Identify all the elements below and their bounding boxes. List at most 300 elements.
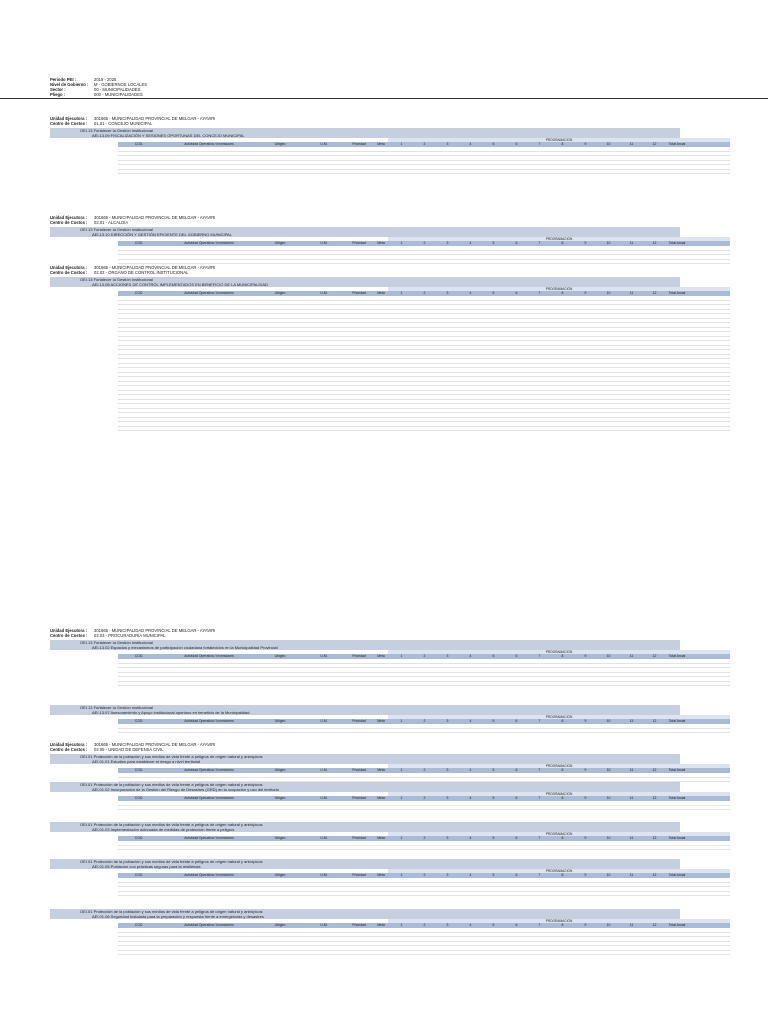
aei-label: AEI.13.08 ACCIONES DE CONTROL IMPLEMENTADOS EN BENEFICIO DE LA MUNICIPALIDAD: [92, 282, 268, 287]
strategic-objective: [50, 640, 680, 650]
table-cell: [620, 942, 643, 946]
table-cell: [302, 260, 346, 264]
table-cell: [574, 801, 597, 805]
table-cell: [551, 946, 574, 950]
activities-table: [118, 869, 730, 896]
table-cell: [597, 892, 620, 896]
table-cell: [459, 682, 482, 686]
table-cell: [436, 305, 459, 309]
table-cell: [459, 841, 482, 845]
table-cell: [482, 418, 505, 422]
table-cell: [620, 355, 643, 359]
table-cell: [413, 878, 436, 882]
table-cell: [413, 251, 436, 255]
table-cell: [302, 937, 346, 941]
column-header: Meta: [377, 836, 385, 840]
table-cell: [258, 147, 302, 151]
table-cell: [505, 404, 528, 408]
table-cell: [620, 427, 643, 431]
month-header: 7: [538, 719, 541, 723]
table-cell: [666, 806, 688, 810]
month-header: 2: [423, 142, 426, 146]
month-header: 12: [652, 241, 657, 245]
column-header: Total Anual: [668, 719, 686, 723]
table-cell: [597, 359, 620, 363]
table-cell: [528, 846, 551, 850]
table-cell: [413, 255, 436, 259]
table-cell: [459, 668, 482, 672]
table-cell: [258, 404, 302, 408]
cost-center-label: Centro de Costos :: [50, 220, 88, 225]
table-cell: [597, 255, 620, 259]
table-cell: [643, 400, 666, 404]
table-cell: [482, 364, 505, 368]
table-cell: [346, 350, 372, 354]
table-cell: [346, 337, 372, 341]
activities-table: [118, 237, 730, 264]
table-cell: [597, 801, 620, 805]
table-cell: [436, 933, 459, 937]
table-cell: [258, 152, 302, 156]
table-cell: [413, 942, 436, 946]
table-cell: [505, 400, 528, 404]
table-cell: [372, 246, 390, 250]
column-header: Ubigeo: [274, 719, 286, 723]
table-cell: [528, 364, 551, 368]
table-cell: [528, 951, 551, 955]
table-cell: [160, 156, 258, 160]
table-cell: [551, 418, 574, 422]
table-cell: [505, 328, 528, 332]
header-field: Sector : 00 - MUNICIPALIDADES: [50, 87, 141, 92]
table-cell: [597, 846, 620, 850]
cost-center-section: [50, 215, 686, 264]
table-cell: [372, 883, 390, 887]
table-cell: [666, 413, 688, 417]
table-cell: [436, 328, 459, 332]
table-cell: [346, 668, 372, 672]
table-cell: [390, 773, 413, 777]
table-cell: [620, 350, 643, 354]
table-cell: [160, 801, 258, 805]
table-cell: [372, 386, 390, 390]
table-cell: [390, 673, 413, 677]
table-cell: [118, 373, 160, 377]
table-cell: [666, 933, 688, 937]
column-header: U.M.: [320, 654, 328, 658]
table-cell: [666, 883, 688, 887]
table-cell: [597, 165, 620, 169]
table-cell: [390, 668, 413, 672]
table-cell: [597, 729, 620, 733]
table-cell: [413, 391, 436, 395]
table-cell: [643, 255, 666, 259]
table-cell: [505, 255, 528, 259]
table-cell: [372, 373, 390, 377]
table-cell: [160, 328, 258, 332]
table-cell: [666, 928, 688, 932]
aei-label: AEI.01.03 Implementación adecuada de medidas de protección frente a peligros: [92, 827, 235, 832]
table-cell: [118, 391, 160, 395]
table-cell: [436, 319, 459, 323]
table-cell: [528, 337, 551, 341]
table-cell: [666, 165, 688, 169]
column-header: Actividad Operativa / Inversiones: [184, 291, 234, 295]
table-cell: [118, 161, 160, 165]
table-cell: [597, 355, 620, 359]
table-cell: [574, 942, 597, 946]
month-header: 4: [469, 836, 472, 840]
table-cell: [258, 887, 302, 891]
table-cell: [643, 341, 666, 345]
oei-label: OEI.13 Fortalecer la Gestión Institucional: [80, 227, 153, 232]
table-cell: [574, 246, 597, 250]
table-cell: [302, 400, 346, 404]
table-cell: [482, 301, 505, 305]
table-cell: [620, 368, 643, 372]
table-cell: [390, 255, 413, 259]
table-cell: [620, 170, 643, 174]
table-cell: [160, 659, 258, 663]
column-header: Ubigeo: [274, 923, 286, 927]
table-cell: [258, 418, 302, 422]
table-cell: [118, 887, 160, 891]
table-cell: [551, 422, 574, 426]
month-header: 10: [606, 241, 611, 245]
table-cell: [413, 395, 436, 399]
table-cell: [413, 165, 436, 169]
table-cell: [574, 887, 597, 891]
month-header: 11: [629, 142, 634, 146]
table-cell: [482, 305, 505, 309]
table-cell: [620, 377, 643, 381]
table-row: [118, 729, 730, 734]
table-cell: [597, 310, 620, 314]
table-cell: [574, 319, 597, 323]
table-cell: [413, 806, 436, 810]
table-cell: [643, 364, 666, 368]
month-header: 11: [629, 923, 634, 927]
table-cell: [258, 409, 302, 413]
table-cell: [160, 319, 258, 323]
column-header: Actividad Operativa / Inversiones: [184, 923, 234, 927]
month-header: 9: [584, 923, 587, 927]
table-cell: [597, 341, 620, 345]
table-cell: [390, 346, 413, 350]
table-cell: [459, 942, 482, 946]
table-cell: [597, 350, 620, 354]
table-cell: [302, 314, 346, 318]
table-cell: [551, 933, 574, 937]
table-cell: [574, 883, 597, 887]
table-cell: [482, 152, 505, 156]
table-cell: [505, 314, 528, 318]
table-cell: [118, 664, 160, 668]
table-cell: [436, 314, 459, 318]
table-cell: [390, 413, 413, 417]
table-cell: [413, 846, 436, 850]
table-cell: [666, 305, 688, 309]
activities-table: [118, 832, 730, 850]
table-cell: [505, 928, 528, 932]
table-cell: [620, 946, 643, 950]
table-cell: [620, 147, 643, 151]
table-cell: [597, 319, 620, 323]
table-cell: [551, 395, 574, 399]
table-cell: [346, 161, 372, 165]
table-cell: [118, 255, 160, 259]
table-cell: [390, 724, 413, 728]
table-cell: [390, 251, 413, 255]
table-cell: [302, 773, 346, 777]
table-cell: [459, 413, 482, 417]
table-cell: [574, 382, 597, 386]
table-cell: [346, 422, 372, 426]
table-cell: [528, 255, 551, 259]
table-cell: [505, 933, 528, 937]
table-cell: [160, 355, 258, 359]
table-cell: [413, 664, 436, 668]
table-cell: [118, 346, 160, 350]
table-cell: [597, 332, 620, 336]
table-cell: [390, 355, 413, 359]
table-cell: [597, 260, 620, 264]
table-cell: [372, 355, 390, 359]
table-cell: [372, 350, 390, 354]
table-cell: [436, 887, 459, 891]
table-cell: [528, 664, 551, 668]
table-cell: [597, 395, 620, 399]
month-header: 2: [423, 654, 426, 658]
table-cell: [459, 951, 482, 955]
table-cell: [459, 418, 482, 422]
table-cell: [574, 165, 597, 169]
table-cell: [643, 395, 666, 399]
table-cell: [413, 152, 436, 156]
table-cell: [482, 368, 505, 372]
table-cell: [372, 887, 390, 891]
table-cell: [459, 422, 482, 426]
table-cell: [597, 156, 620, 160]
table-cell: [258, 165, 302, 169]
table-cell: [666, 395, 688, 399]
table-cell: [160, 305, 258, 309]
table-cell: [118, 404, 160, 408]
table-cell: [459, 310, 482, 314]
table-cell: [436, 260, 459, 264]
table-cell: [390, 341, 413, 345]
table-cell: [482, 251, 505, 255]
table-cell: [258, 296, 302, 300]
table-cell: [302, 841, 346, 845]
table-cell: [258, 350, 302, 354]
table-cell: [436, 409, 459, 413]
table-cell: [620, 664, 643, 668]
table-cell: [413, 682, 436, 686]
column-header: Meta: [377, 241, 385, 245]
table-cell: [118, 427, 160, 431]
table-cell: [597, 364, 620, 368]
table-cell: [482, 359, 505, 363]
month-header: 8: [561, 291, 564, 295]
table-cell: [372, 301, 390, 305]
month-header: 5: [492, 873, 495, 877]
table-cell: [372, 677, 390, 681]
table-cell: [620, 323, 643, 327]
table-cell: [551, 801, 574, 805]
table-cell: [597, 246, 620, 250]
table-cell: [620, 400, 643, 404]
table-cell: [258, 933, 302, 937]
column-header: Meta: [377, 654, 385, 658]
cost-center-section: [50, 265, 686, 431]
table-cell: [620, 422, 643, 426]
table-cell: [118, 673, 160, 677]
table-cell: [643, 773, 666, 777]
month-header: 11: [629, 768, 634, 772]
table-cell: [666, 878, 688, 882]
table-cell: [551, 391, 574, 395]
table-cell: [346, 928, 372, 932]
table-cell: [643, 152, 666, 156]
column-header: Ubigeo: [274, 142, 286, 146]
table-cell: [482, 404, 505, 408]
table-cell: [372, 673, 390, 677]
month-header: 3: [446, 873, 449, 877]
table-cell: [528, 928, 551, 932]
table-cell: [620, 682, 643, 686]
table-cell: [597, 878, 620, 882]
table-cell: [118, 310, 160, 314]
table-cell: [346, 373, 372, 377]
month-header: 8: [561, 654, 564, 658]
table-cell: [413, 724, 436, 728]
table-cell: [482, 332, 505, 336]
table-cell: [390, 328, 413, 332]
programacion-header: PROGRAMACION: [388, 287, 730, 291]
table-cell: [620, 937, 643, 941]
table-cell: [258, 255, 302, 259]
table-cell: [459, 391, 482, 395]
month-header: 5: [492, 654, 495, 658]
column-header: COD.: [134, 796, 144, 800]
table-cell: [620, 301, 643, 305]
table-cell: [505, 806, 528, 810]
table-cell: [551, 883, 574, 887]
table-cell: [597, 301, 620, 305]
table-cell: [302, 846, 346, 850]
table-cell: [643, 305, 666, 309]
table-cell: [505, 427, 528, 431]
table-cell: [459, 260, 482, 264]
table-cell: [597, 251, 620, 255]
column-header: Meta: [377, 142, 385, 146]
cost-center: [50, 633, 680, 638]
table-cell: [574, 301, 597, 305]
executing-unit-label: Unidad Ejecutora :: [50, 215, 87, 220]
table-cell: [505, 337, 528, 341]
table-cell: [258, 892, 302, 896]
table-cell: [666, 946, 688, 950]
table-cell: [118, 147, 160, 151]
column-header: Actividad Operativa / Inversiones: [184, 719, 234, 723]
month-header: 5: [492, 796, 495, 800]
table-cell: [551, 724, 574, 728]
table-cell: [505, 682, 528, 686]
table-cell: [118, 841, 160, 845]
table-cell: [505, 668, 528, 672]
table-cell: [346, 319, 372, 323]
column-header: U.M.: [320, 719, 328, 723]
table-cell: [551, 841, 574, 845]
table-cell: [258, 341, 302, 345]
table-cell: [528, 341, 551, 345]
table-cell: [436, 841, 459, 845]
column-header: Actividad Operativa / Inversiones: [184, 836, 234, 840]
table-cell: [551, 937, 574, 941]
table-cell: [346, 841, 372, 845]
table-cell: [118, 328, 160, 332]
month-header: 11: [629, 654, 634, 658]
table-cell: [505, 305, 528, 309]
table-cell: [390, 246, 413, 250]
table-cell: [505, 846, 528, 850]
table-cell: [160, 668, 258, 672]
table-cell: [459, 382, 482, 386]
table-cell: [528, 391, 551, 395]
table-cell: [482, 729, 505, 733]
table-cell: [574, 323, 597, 327]
table-row: [118, 951, 730, 956]
table-cell: [258, 337, 302, 341]
table-cell: [436, 382, 459, 386]
table-cell: [160, 773, 258, 777]
table-cell: [551, 668, 574, 672]
table-cell: [346, 395, 372, 399]
table-cell: [459, 724, 482, 728]
table-cell: [666, 942, 688, 946]
month-header: 4: [469, 873, 472, 877]
table-cell: [482, 377, 505, 381]
table-cell: [643, 368, 666, 372]
table-cell: [459, 319, 482, 323]
table-cell: [160, 260, 258, 264]
table-cell: [372, 260, 390, 264]
month-header: 5: [492, 241, 495, 245]
table-cell: [505, 422, 528, 426]
table-cell: [505, 165, 528, 169]
table-cell: [528, 368, 551, 372]
table-cell: [372, 682, 390, 686]
table-cell: [643, 346, 666, 350]
table-row: [118, 260, 730, 265]
table-cell: [390, 664, 413, 668]
table-cell: [118, 937, 160, 941]
cost-center-label: Centro de Costos :: [50, 270, 88, 275]
month-header: 11: [629, 796, 634, 800]
column-header: Total Anual: [668, 923, 686, 927]
table-cell: [258, 170, 302, 174]
table-cell: [459, 305, 482, 309]
table-cell: [390, 846, 413, 850]
oei-label: OEI.13 Fortalecer la Gestión Institucional: [80, 277, 153, 282]
table-cell: [390, 729, 413, 733]
table-cell: [482, 255, 505, 259]
table-cell: [505, 724, 528, 728]
strategic-objective: [50, 277, 680, 287]
month-header: 2: [423, 241, 426, 245]
table-cell: [574, 668, 597, 672]
